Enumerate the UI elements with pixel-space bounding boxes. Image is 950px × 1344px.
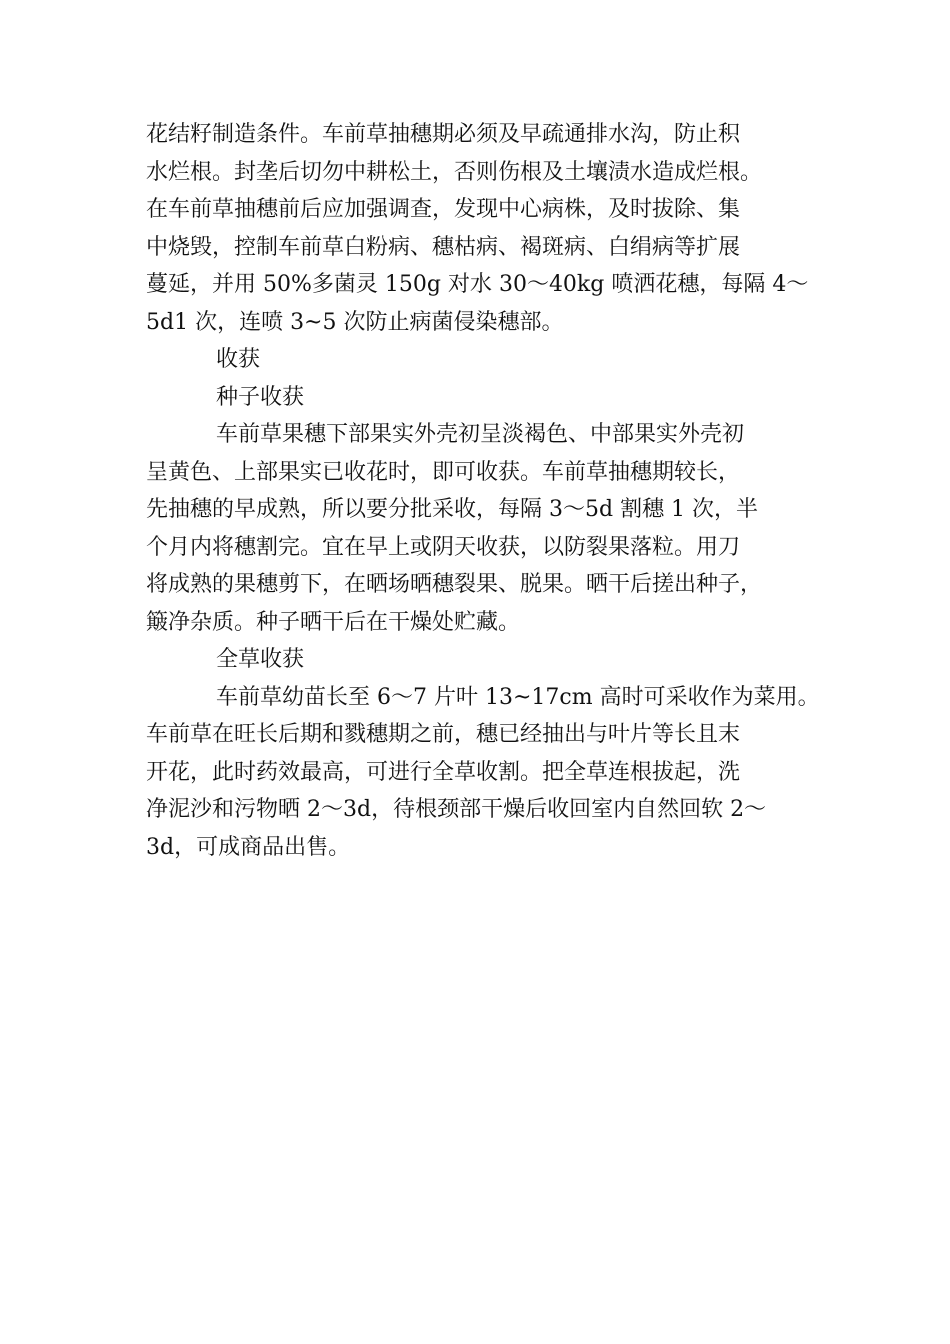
text-line: 车前草幼苗长至 6～7 片叶 13~17cm 高时可采收作为菜用。: [216, 684, 820, 710]
text-line: 3d，可成商品出售。: [146, 834, 351, 860]
text-line: 在车前草抽穗前后应加强调查，发现中心病株，及时拔除、集: [146, 197, 741, 222]
text-line: 车前草果穗下部果实外壳初呈淡褐色、中部果实外壳初: [216, 422, 745, 447]
text-line: 中烧毁，控制车前草白粉病、穗枯病、褐斑病、白绢病等扩展: [146, 234, 741, 260]
text-line: 车前草在旺长后期和戮穗期之前，穗已经抽出与叶片等长且末: [146, 722, 741, 747]
paragraph-whole-harvest: [146, 679, 820, 867]
text-line: 花结籽制造条件。车前草抽穗期必须及早疏通排水沟，防止积: [146, 122, 741, 147]
text-line: 开花，此时药效最高，可进行全草收割。把全草连根拔起，洗: [146, 759, 741, 785]
text-line: 蔓延，并用 50%多菌灵 150g 对水 30～40kg 喷洒花穗，每隔 4～: [146, 272, 809, 297]
text-line: 个月内将穗割完。宜在早上或阴天收获，以防裂果落粒。用刀: [146, 534, 741, 560]
text-line: 将成熟的果穗剪下，在晒场晒穗裂果、脱果。晒干后搓出种子，: [146, 572, 763, 597]
text-line: 先抽穗的早成熟，所以要分批采收，每隔 3～5d 割穗 1 次，半: [146, 497, 759, 522]
text-line: 呈黄色、上部果实已收花时，即可收获。车前草抽穗期较长，: [146, 459, 741, 485]
text-line: 5d1 次，连喷 3~5 次防止病菌侵染穗部。: [146, 309, 564, 335]
text-line: 簸净杂质。种子晒干后在干燥处贮藏。: [146, 609, 521, 635]
section-heading-harvest: 收获: [216, 347, 261, 372]
document-body: [146, 116, 820, 866]
text-line: 水烂根。封垄后切勿中耕松土，否则伤根及土壤渍水造成烂根。: [146, 159, 763, 185]
subsection-heading-seed-harvest: 种子收获: [216, 384, 305, 410]
subsection-heading-whole-harvest: 全草收获: [216, 647, 305, 672]
text-line: 净泥沙和污物晒 2～3d，待根颈部干燥后收回室内自然回软 2～: [146, 797, 767, 822]
paragraph-seed-harvest: [146, 416, 814, 641]
paragraph-disease-control: [146, 116, 814, 341]
